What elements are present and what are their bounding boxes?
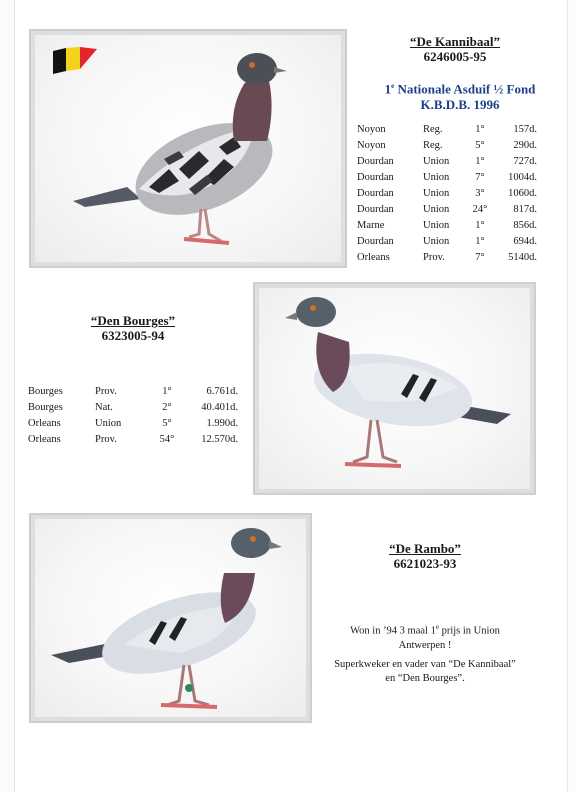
race-place: 1° <box>162 385 172 397</box>
race-category: Union <box>423 187 450 199</box>
achievement-title: 1e Nationale Asduif ½ Fond K.B.D.B. 1996 <box>355 78 565 113</box>
race-place: 7° <box>475 251 485 263</box>
race-location: Dourdan <box>357 155 394 167</box>
photo-den-bourges <box>253 282 536 495</box>
race-place: 5° <box>475 139 485 151</box>
race-location: Dourdan <box>357 235 394 247</box>
race-location: Dourdan <box>357 187 394 199</box>
result-row <box>28 431 238 447</box>
pigeon-illustration <box>29 29 347 268</box>
result-row <box>357 185 537 201</box>
race-location: Noyon <box>357 139 386 151</box>
pigeon-name-block <box>350 541 500 571</box>
race-category: Prov. <box>95 385 117 397</box>
race-place: 1° <box>475 235 485 247</box>
pigeon-name: “De Rambo” <box>389 541 461 556</box>
race-category: Union <box>423 219 450 231</box>
race-category: Union <box>95 417 122 429</box>
race-category: Reg. <box>423 139 443 151</box>
result-row <box>28 399 238 415</box>
race-category: Union <box>423 235 450 247</box>
race-place: 2° <box>162 401 172 413</box>
race-entries: 6.761d. <box>206 385 238 397</box>
race-entries: 856d. <box>513 219 537 231</box>
results-table-de-kannibaal <box>357 121 537 265</box>
belgian-flag-icon <box>53 47 97 74</box>
race-entries: 40.401d. <box>201 401 238 413</box>
results-table-den-bourges <box>28 383 238 447</box>
race-entries: 157d. <box>513 123 537 135</box>
ring-number: 6246005-95 <box>423 49 487 64</box>
result-row <box>357 169 537 185</box>
ring-number: 6323005-94 <box>101 328 165 343</box>
ring-number: 6621023-93 <box>393 556 457 571</box>
pigeon-name-block <box>380 34 530 64</box>
race-category: Union <box>423 171 450 183</box>
note-wins: Won in ’94 3 maal 1e prijs in Union Antwerpen ! <box>350 623 500 651</box>
pigeon-name: “De Kannibaal” <box>410 34 500 49</box>
photo-de-rambo <box>29 513 312 723</box>
race-entries: 1.990d. <box>206 417 238 429</box>
race-place: 1° <box>475 123 485 135</box>
race-entries: 694d. <box>513 235 537 247</box>
race-place: 54° <box>159 433 175 445</box>
race-entries: 1060d. <box>508 187 537 199</box>
result-row <box>357 137 537 153</box>
race-entries: 12.570d. <box>201 433 238 445</box>
result-row <box>28 383 238 399</box>
result-row <box>357 153 537 169</box>
race-category: Prov. <box>423 251 445 263</box>
result-row <box>28 415 238 431</box>
achievement-org: K.B.D.B. 1996 <box>420 97 500 113</box>
race-location: Noyon <box>357 123 386 135</box>
race-location: Orleans <box>357 251 390 263</box>
race-location: Marne <box>357 219 385 231</box>
race-place: 3° <box>475 187 485 199</box>
race-entries: 817d. <box>513 203 537 215</box>
result-row <box>357 121 537 137</box>
race-location: Bourges <box>28 401 63 413</box>
race-location: Bourges <box>28 385 63 397</box>
pigeon-name: “Den Bourges” <box>90 313 176 328</box>
result-row <box>357 201 537 217</box>
race-place: 1° <box>475 155 485 167</box>
pigeon-name-block <box>58 313 208 343</box>
pigeon-illustration <box>29 513 312 723</box>
race-category: Prov. <box>95 433 117 445</box>
race-entries: 290d. <box>513 139 537 151</box>
race-place: 1° <box>475 219 485 231</box>
race-place: 24° <box>472 203 488 215</box>
result-row <box>357 249 537 265</box>
race-place: 7° <box>475 171 485 183</box>
result-row <box>357 233 537 249</box>
race-location: Orleans <box>28 417 61 429</box>
race-entries: 5140d. <box>508 251 537 263</box>
pigeon-illustration <box>253 282 536 495</box>
race-entries: 1004d. <box>508 171 537 183</box>
race-category: Union <box>423 203 450 215</box>
note-breeder: Superkweker en vader van “De Kannibaal” en “Den Bourges”. <box>334 659 516 684</box>
race-place: 5° <box>162 417 172 429</box>
race-location: Orleans <box>28 433 61 445</box>
race-category: Reg. <box>423 123 443 135</box>
race-category: Union <box>423 155 450 167</box>
race-location: Dourdan <box>357 171 394 183</box>
photo-de-kannibaal <box>29 29 347 268</box>
race-location: Dourdan <box>357 203 394 215</box>
result-row <box>357 217 537 233</box>
race-entries: 727d. <box>513 155 537 167</box>
race-category: Nat. <box>95 401 113 413</box>
